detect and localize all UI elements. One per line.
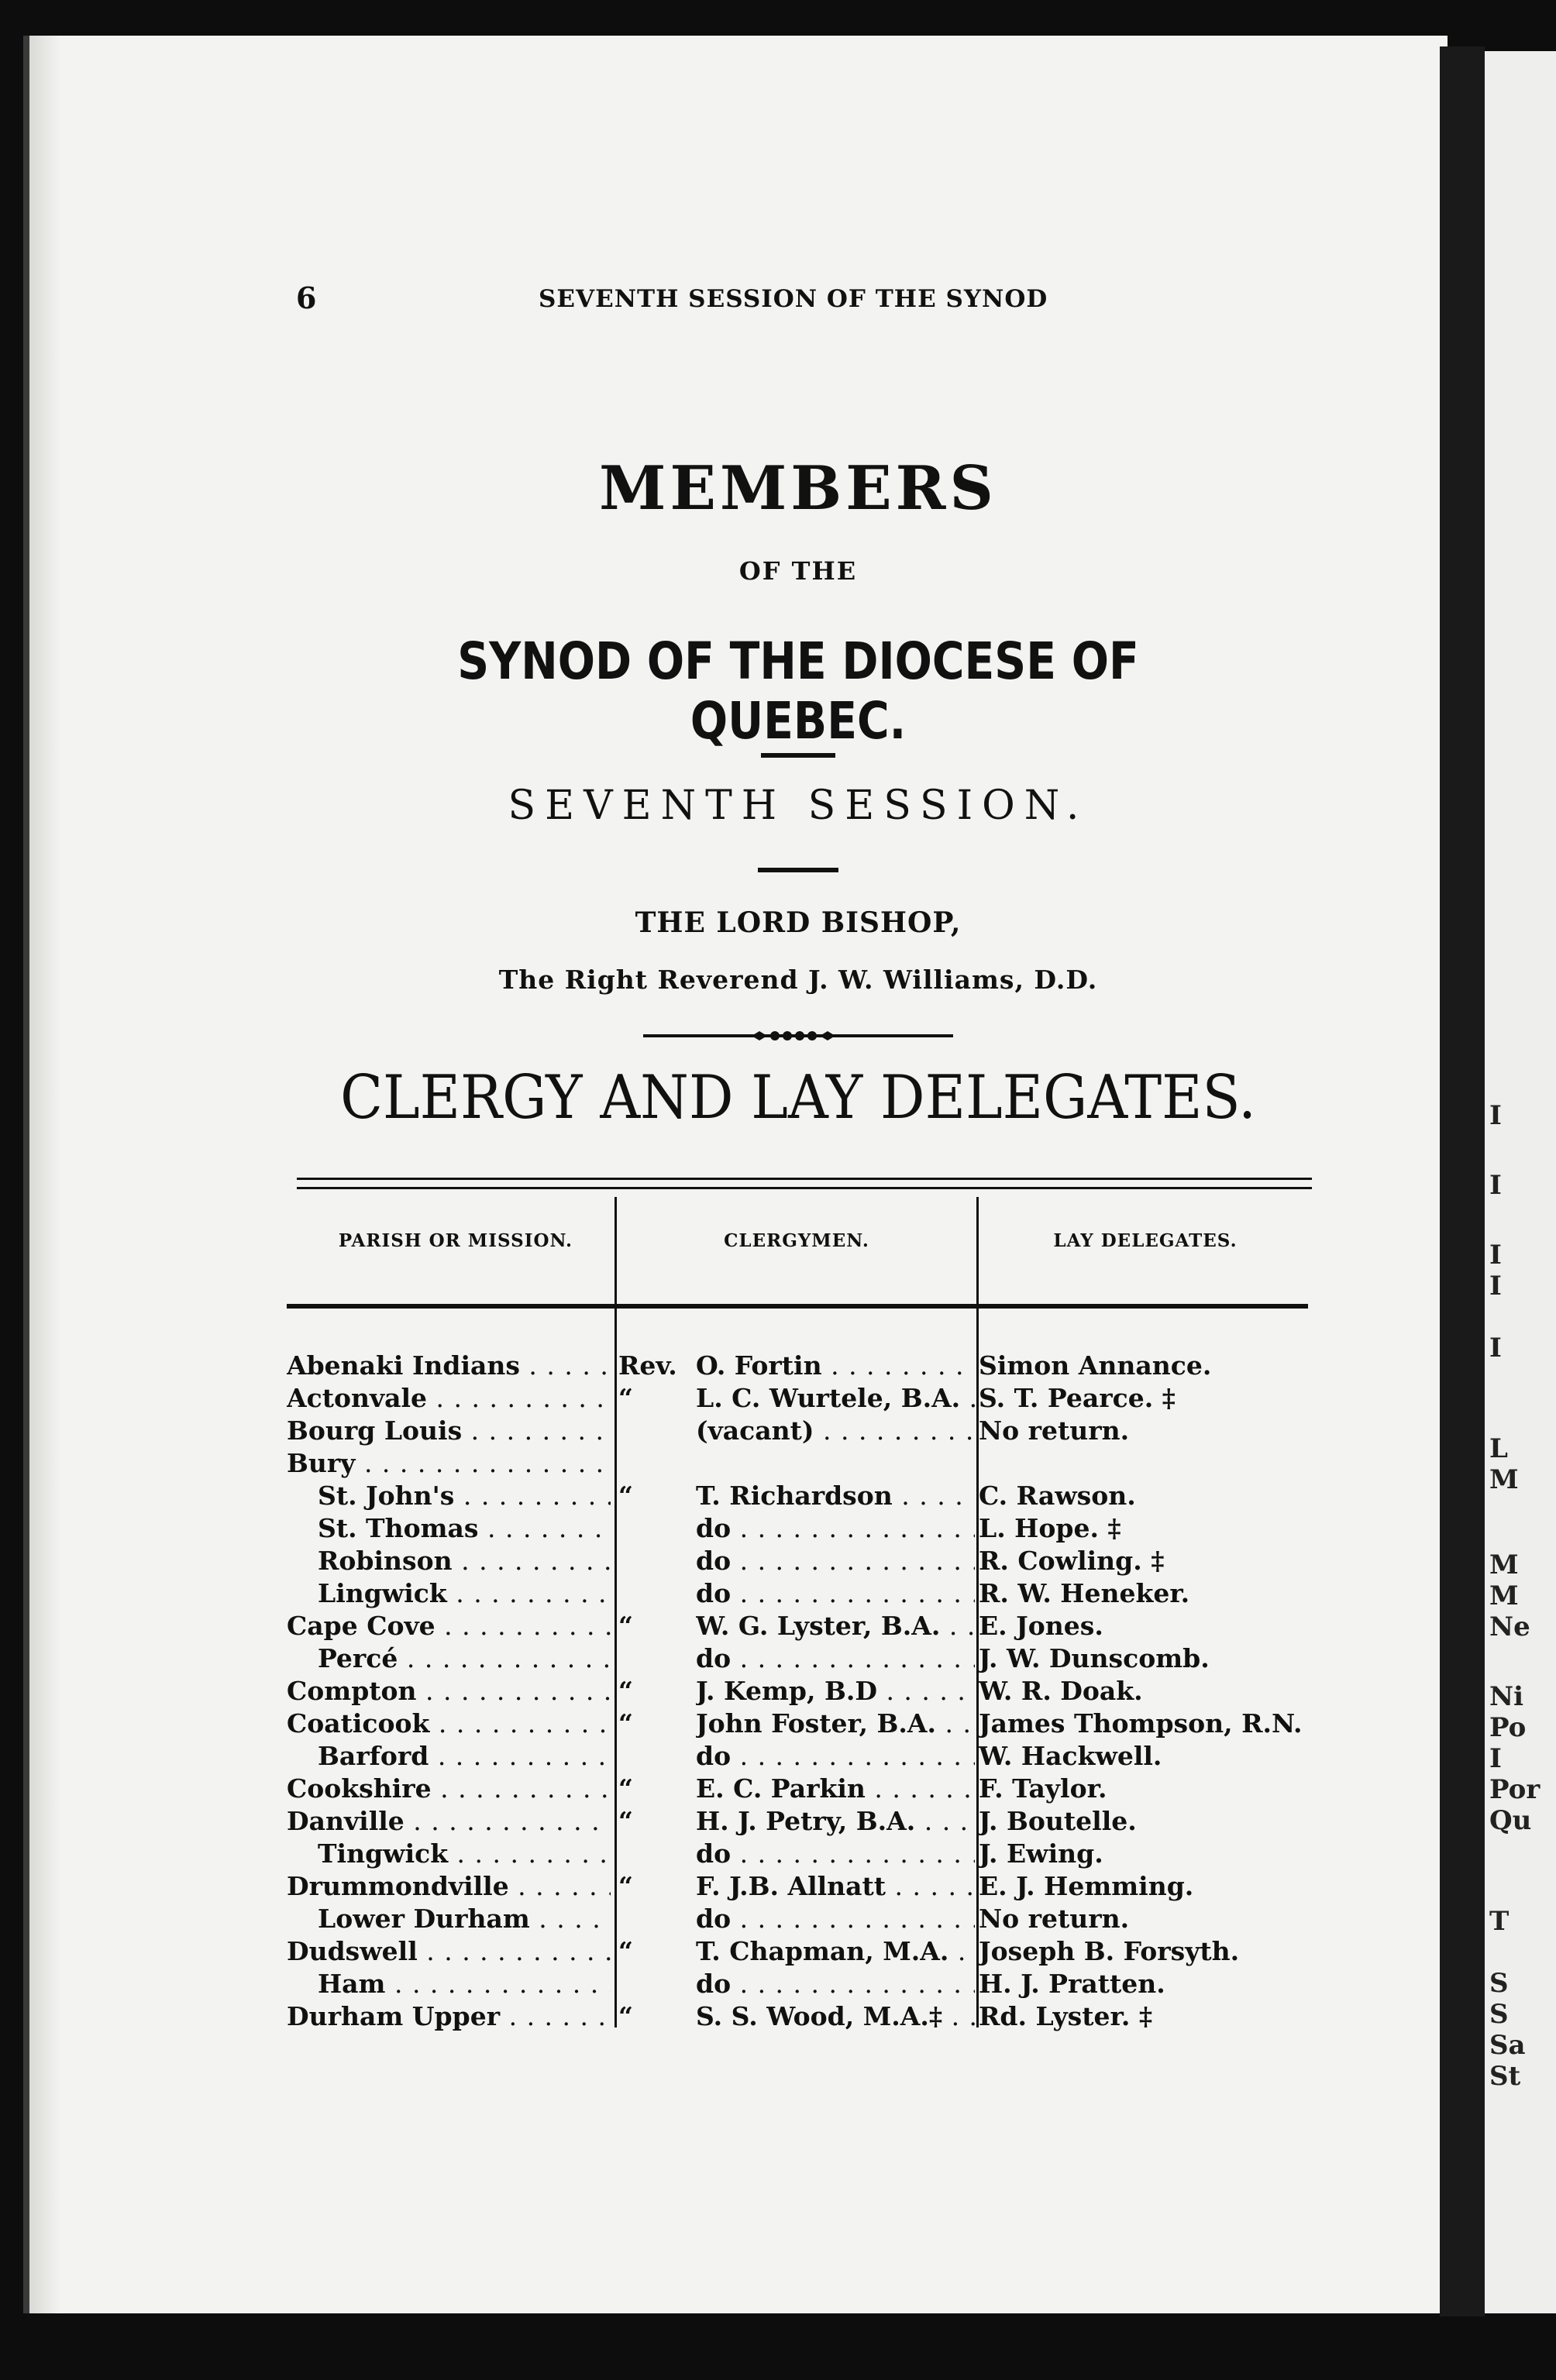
clergy-prefix: [618, 1903, 680, 1935]
clergy-prefix: [618, 1577, 680, 1610]
lay-delegate-cell: L. Hope. ‡: [979, 1513, 1121, 1543]
clergy-name: W. G. Lyster, B.A.: [696, 1611, 941, 1641]
parish-cell: [318, 1577, 611, 1610]
clergy-cell: [696, 1935, 975, 1968]
lay-delegate-cell: J. Ewing.: [979, 1838, 1103, 1869]
parish-cell: [318, 1740, 611, 1773]
clergy-name: J. Kemp, B.D: [696, 1676, 877, 1706]
parish-cell: [287, 1382, 611, 1415]
clergy-prefix: [618, 1415, 680, 1447]
clergy-prefix: [618, 1740, 680, 1773]
clergy-prefix: [618, 1968, 680, 2000]
parish-cell: [287, 2000, 611, 2033]
parish-cell: [318, 1545, 611, 1577]
table-row: [0, 1447, 1556, 1480]
clergy-cell: [696, 1350, 975, 1382]
clergy-name: T. Chapman, M.A.: [696, 1936, 949, 1966]
table-row: [0, 1773, 1556, 1805]
lay-delegate-cell: Joseph B. Forsyth.: [979, 1936, 1240, 1966]
facing-page-letter: Po: [1489, 1712, 1527, 1743]
table-top-rule: [297, 1187, 1312, 1189]
facing-page-letter: I: [1489, 1271, 1502, 1302]
lay-delegate-cell: W. R. Doak.: [979, 1676, 1143, 1706]
facing-page-letter: Ni: [1489, 1681, 1523, 1712]
parish-cell: [318, 1838, 611, 1870]
table-row: [0, 1740, 1556, 1773]
facing-page-letter: M: [1489, 1549, 1519, 1580]
clergy-cell: [696, 1480, 975, 1512]
clergy-name: do: [696, 1741, 732, 1771]
delegates-table: [0, 1350, 1556, 2033]
parish-name: Robinson: [318, 1546, 453, 1576]
column-header-clergy: CLERGYMEN.: [724, 1230, 869, 1251]
table-row: [0, 1577, 1556, 1610]
table-row: [0, 1350, 1556, 1382]
parish-cell: [287, 1805, 611, 1838]
title-members: MEMBERS: [599, 453, 997, 524]
divider-rule: [761, 753, 835, 758]
lay-delegate-cell: E. J. Hemming.: [979, 1871, 1194, 1901]
table-row: [0, 1935, 1556, 1968]
clergy-cell: [696, 2000, 975, 2033]
clergy-cell: [696, 1805, 975, 1838]
parish-cell: [287, 1675, 611, 1708]
parish-name: Dudswell: [287, 1936, 418, 1966]
table-header-rule: [287, 1304, 1308, 1309]
clergy-cell: [696, 1642, 975, 1675]
parish-name: Coaticook: [287, 1708, 430, 1739]
table-row: [0, 1610, 1556, 1642]
table-row: [0, 1545, 1556, 1577]
clergy-name: L. C. Wurtele, B.A.: [696, 1383, 961, 1413]
parish-name: Actonvale: [287, 1383, 428, 1413]
clergy-cell: [696, 1838, 975, 1870]
clergy-prefix: [618, 1447, 680, 1480]
clergy-prefix: Rev.: [618, 1350, 677, 1381]
table-row: [0, 1903, 1556, 1935]
clergy-cell: [696, 1870, 975, 1903]
clergy-name: O. Fortin: [696, 1350, 822, 1381]
parish-name: Compton: [287, 1676, 417, 1706]
table-row: [0, 1708, 1556, 1740]
table-row: [0, 1838, 1556, 1870]
bishop-heading: THE LORD BISHOP,: [635, 906, 962, 939]
facing-page-letter: Ne: [1489, 1611, 1530, 1642]
ornament-rule: [643, 1027, 953, 1045]
clergy-cell: [696, 1708, 975, 1740]
table-row: [0, 1642, 1556, 1675]
lay-delegate-cell: J. Boutelle.: [979, 1806, 1137, 1836]
clergy-cell: [696, 1545, 975, 1577]
lay-delegate-cell: R. Cowling. ‡: [979, 1546, 1165, 1576]
table-row: [0, 1480, 1556, 1512]
facing-page-letter: I: [1489, 1170, 1502, 1201]
clergy-cell: [696, 1610, 975, 1642]
lay-delegate-cell: J. W. Dunscomb.: [979, 1643, 1210, 1673]
parish-name: Bury: [287, 1448, 356, 1478]
table-row: [0, 1382, 1556, 1415]
facing-page-letter: S: [1489, 1999, 1509, 2030]
table-row: [0, 1675, 1556, 1708]
lay-delegate-cell: W. Hackwell.: [979, 1741, 1162, 1771]
facing-page-letter: T: [1489, 1906, 1510, 1937]
facing-page-letter: M: [1489, 1580, 1519, 1611]
clergy-name: F. J.B. Allnatt: [696, 1871, 886, 1901]
facing-page-letter: Por: [1489, 1774, 1541, 1805]
parish-cell: [318, 1512, 611, 1545]
clergy-cell: [696, 1382, 975, 1415]
clergy-name: do: [696, 1546, 732, 1576]
divider-rule: [758, 868, 838, 872]
lay-delegate-cell: C. Rawson.: [979, 1481, 1136, 1511]
lay-delegate-cell: James Thompson, R.N.: [979, 1708, 1303, 1739]
parish-name: Durham Upper: [287, 2001, 501, 2031]
facing-page-letter: I: [1489, 1100, 1502, 1131]
clergy-prefix: “: [618, 1611, 633, 1641]
parish-name: Percé: [318, 1643, 398, 1673]
lay-delegate-cell: S. T. Pearce. ‡: [979, 1383, 1176, 1413]
column-header-lay: LAY DELEGATES.: [1053, 1230, 1238, 1251]
clergy-prefix: “: [618, 2001, 633, 2031]
parish-name: Danville: [287, 1806, 404, 1836]
clergy-cell: [696, 1675, 975, 1708]
clergy-name: E. C. Parkin: [696, 1773, 866, 1804]
clergy-cell: [696, 1512, 975, 1545]
parish-name: Ham: [318, 1969, 386, 1999]
clergy-prefix: “: [618, 1481, 633, 1511]
clergy-name: do: [696, 1969, 732, 1999]
parish-cell: [287, 1415, 611, 1447]
parish-cell: [287, 1610, 611, 1642]
clergy-name: do: [696, 1578, 732, 1608]
parish-name: Lingwick: [318, 1578, 447, 1608]
parish-cell: [287, 1773, 611, 1805]
lay-delegate-cell: Rd. Lyster. ‡: [979, 2001, 1153, 2031]
parish-cell: [287, 1350, 611, 1382]
facing-page-letter: I: [1489, 1743, 1502, 1774]
parish-cell: [318, 1480, 611, 1512]
parish-cell: [287, 1447, 611, 1480]
lay-delegate-cell: E. Jones.: [979, 1611, 1103, 1641]
column-header-parish: PARISH OR MISSION.: [338, 1230, 573, 1251]
running-header: [0, 280, 1556, 319]
parish-name: Barford: [318, 1741, 429, 1771]
parish-name: Abenaki Indians: [287, 1350, 520, 1381]
table-row: [0, 2000, 1556, 2033]
parish-cell: [318, 1642, 611, 1675]
clergy-prefix: “: [618, 1383, 633, 1413]
table-row: [0, 1968, 1556, 2000]
clergy-prefix: “: [618, 1773, 633, 1804]
clergy-prefix: “: [618, 1708, 633, 1739]
parish-cell: [318, 1903, 611, 1935]
table-top-rule: [297, 1178, 1312, 1180]
running-title: SEVENTH SESSION OF THE SYNOD: [539, 285, 1048, 313]
clergy-name: do: [696, 1904, 732, 1934]
clergy-prefix: [618, 1838, 680, 1870]
clergy-name: T. Richardson: [696, 1481, 893, 1511]
lay-delegate-cell: No return.: [979, 1415, 1130, 1446]
facing-page-letter: M: [1489, 1464, 1519, 1495]
parish-cell: [318, 1968, 611, 2000]
clergy-name: John Foster, B.A.: [696, 1708, 936, 1739]
facing-page-letter: S: [1489, 1968, 1509, 1999]
lay-delegate-cell: F. Taylor.: [979, 1773, 1107, 1804]
clergy-cell: [696, 1903, 975, 1935]
clergy-prefix: “: [618, 1676, 633, 1706]
clergy-name: S. S. Wood, M.A.‡: [696, 2001, 943, 2031]
facing-page-letter: L: [1489, 1433, 1508, 1464]
parish-cell: [287, 1935, 611, 1968]
lay-delegate-cell: H. J. Pratten.: [979, 1969, 1165, 1999]
parish-name: Cape Cove: [287, 1611, 435, 1641]
facing-page-letter: I: [1489, 1240, 1502, 1271]
lay-delegate-cell: [979, 1447, 1335, 1480]
clergy-name: do: [696, 1838, 732, 1869]
facing-page-letter: I: [1489, 1333, 1502, 1364]
table-row: [0, 1805, 1556, 1838]
clergy-prefix: [618, 1642, 680, 1675]
clergy-prefix: [618, 1512, 680, 1545]
lay-delegate-cell: No return.: [979, 1904, 1130, 1934]
parish-name: Tingwick: [318, 1838, 449, 1869]
facing-page-letter: Sa: [1489, 2030, 1526, 2061]
parish-name: St. Thomas: [318, 1513, 479, 1543]
table-row: [0, 1870, 1556, 1903]
parish-cell: [287, 1870, 611, 1903]
clergy-cell: [696, 1577, 975, 1610]
facing-page-letter: St: [1489, 2061, 1521, 2092]
bishop-name: The Right Reverend J. W. Williams, D.D.: [498, 965, 1098, 995]
parish-name: St. John's: [318, 1481, 455, 1511]
parish-name: Lower Durham: [318, 1904, 530, 1934]
parish-cell: [287, 1708, 611, 1740]
table-row: [0, 1415, 1556, 1447]
session-heading: SEVENTH SESSION.: [508, 782, 1089, 829]
clergy-cell: [696, 1447, 975, 1480]
parish-name: Cookshire: [287, 1773, 432, 1804]
clergy-name: do: [696, 1643, 732, 1673]
clergy-name: (vacant): [696, 1415, 814, 1446]
clergy-cell: [696, 1773, 975, 1805]
clergy-prefix: “: [618, 1806, 633, 1836]
clergy-cell: [696, 1415, 975, 1447]
lay-delegate-cell: Simon Annance.: [979, 1350, 1212, 1381]
table-row: [0, 1512, 1556, 1545]
clergy-cell: [696, 1740, 975, 1773]
title-of-the: OF THE: [738, 556, 858, 586]
clergy-prefix: “: [618, 1936, 633, 1966]
parish-name: Drummondville: [287, 1871, 509, 1901]
facing-page-letter: Qu: [1489, 1805, 1532, 1836]
clergy-prefix: “: [618, 1871, 633, 1901]
section-heading: CLERGY AND LAY DELEGATES.: [340, 1063, 1256, 1133]
lay-delegate-cell: R. W. Heneker.: [979, 1578, 1190, 1608]
parish-name: Bourg Louis: [287, 1415, 463, 1446]
title-synod: SYNOD OF THE DIOCESE OF QUEBEC.: [457, 631, 1139, 751]
clergy-name: do: [696, 1513, 732, 1543]
clergy-name: H. J. Petry, B.A.: [696, 1806, 916, 1836]
clergy-cell: [696, 1968, 975, 2000]
page-number: 6: [296, 280, 317, 315]
clergy-prefix: [618, 1545, 680, 1577]
